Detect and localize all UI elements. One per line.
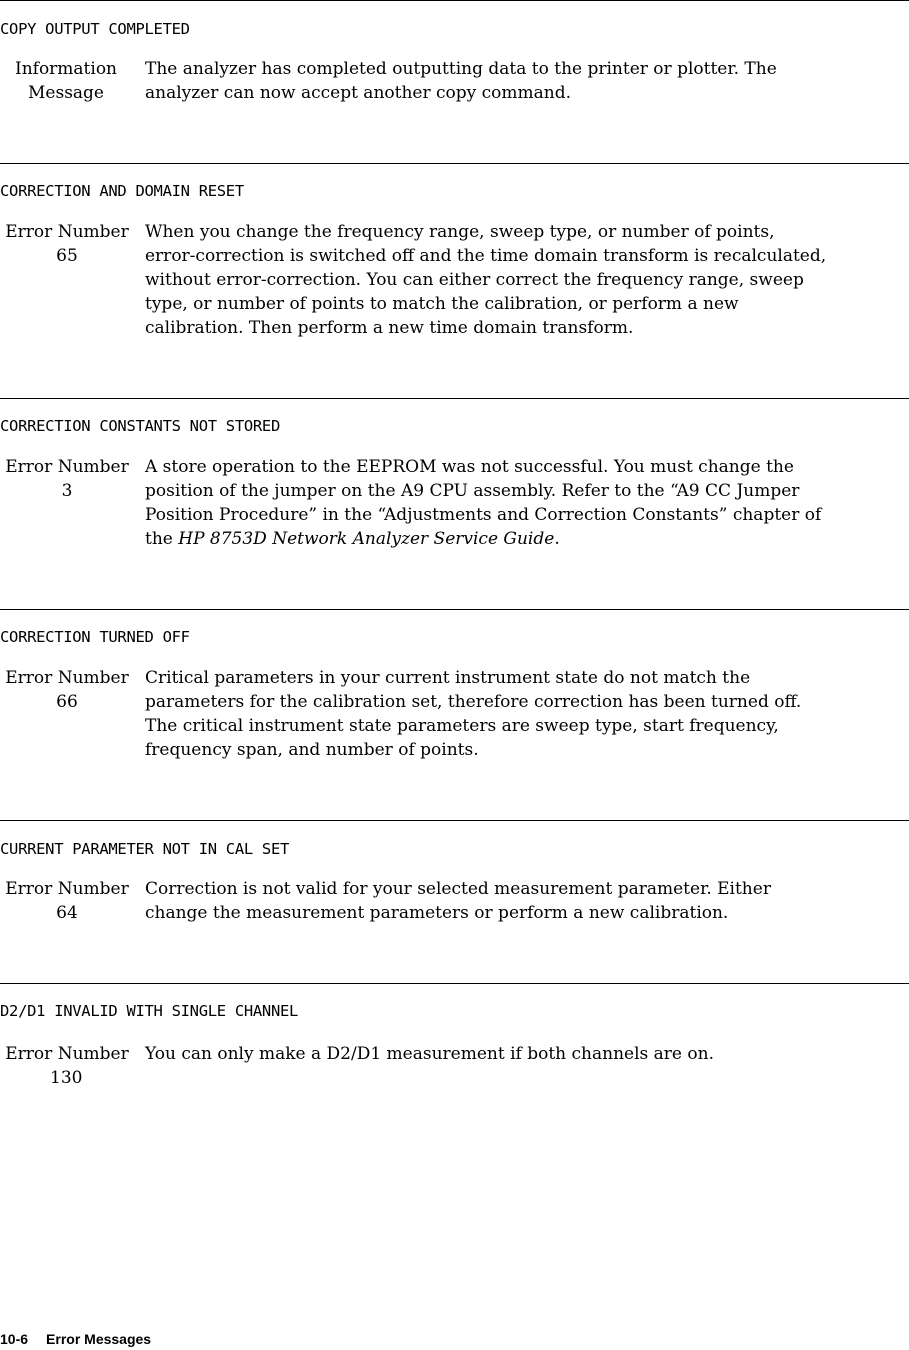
divider — [0, 398, 909, 399]
message-description — [145, 220, 905, 340]
description-line: parameters for the calibration set, therefore correction has been turned off. — [145, 692, 802, 712]
divider — [0, 0, 909, 1]
page-footer — [0, 1331, 151, 1347]
description-line: analyzer can now accept another copy command. — [145, 83, 572, 103]
divider — [0, 820, 909, 821]
text-fragment: the — [145, 529, 179, 549]
chapter-title: Error Messages — [46, 1331, 152, 1347]
message-type-label — [0, 57, 132, 105]
error-number-label — [0, 1042, 134, 1090]
description-line: The analyzer has completed outputting data to the printer or plotter. The — [145, 59, 777, 79]
description-line: error-correction is switched off and the time domain transform is recalculated, — [145, 246, 827, 266]
message-heading: D2/D1 INVALID WITH SINGLE CHANNEL — [0, 1002, 299, 1020]
label-line-1: Information — [14, 59, 118, 79]
message-heading: CURRENT PARAMETER NOT IN CAL SET — [0, 840, 290, 858]
description-line: type, or number of points to match the calibration, or perform a new — [145, 294, 739, 314]
description-line: Correction is not valid for your selected measurement parameter. Either — [145, 879, 771, 899]
description-line: When you change the frequency range, sweep type, or number of points, — [145, 222, 775, 242]
message-heading: COPY OUTPUT COMPLETED — [0, 20, 190, 38]
description-line: The critical instrument state parameters are sweep type, start frequency, — [145, 716, 779, 736]
description-line: frequency span, and number of points. — [145, 740, 479, 760]
message-heading: CORRECTION AND DOMAIN RESET — [0, 182, 244, 200]
description-line: change the measurement parameters or perform a new calibration. — [145, 903, 729, 923]
label-text: Error Number — [5, 668, 129, 688]
message-description — [145, 57, 905, 105]
error-number-label — [0, 220, 134, 268]
description-line: position of the jumper on the A9 CPU assembly. Refer to the “A9 CC Jumper — [145, 481, 800, 501]
label-line-2: Message — [28, 83, 104, 103]
description-line: calibration. Then perform a new time domain transform. — [145, 318, 634, 338]
description-line — [145, 527, 905, 551]
description-line: You can only make a D2/D1 measurement if both channels are on. — [145, 1044, 714, 1064]
label-text: Error Number — [5, 222, 129, 242]
divider — [0, 983, 909, 984]
message-heading: CORRECTION CONSTANTS NOT STORED — [0, 417, 280, 435]
description-line: Position Procedure” in the “Adjustments and Correction Constants” chapter of — [145, 505, 822, 525]
message-description — [145, 877, 905, 925]
error-number: 66 — [56, 692, 78, 712]
message-description — [145, 1042, 905, 1066]
error-number: 64 — [56, 903, 78, 923]
label-text: Error Number — [5, 879, 129, 899]
error-number: 130 — [50, 1068, 83, 1088]
label-text: Error Number — [5, 457, 129, 477]
message-heading: CORRECTION TURNED OFF — [0, 628, 190, 646]
error-number: 65 — [56, 246, 78, 266]
error-number-label — [0, 666, 134, 714]
divider — [0, 609, 909, 610]
text-fragment: . — [554, 529, 560, 549]
description-line: A store operation to the EEPROM was not successful. You must change the — [145, 457, 794, 477]
error-number: 3 — [61, 481, 73, 501]
error-number-label — [0, 455, 134, 503]
description-line: without error-correction. You can either correct the frequency range, sweep — [145, 270, 804, 290]
message-description — [145, 666, 905, 762]
document-title-reference: HP 8753D Network Analyzer Service Guide — [178, 529, 555, 549]
label-text: Error Number — [5, 1044, 129, 1064]
error-number-label — [0, 877, 134, 925]
message-description — [145, 455, 905, 551]
divider — [0, 163, 909, 164]
page-number: 10-6 — [0, 1331, 29, 1347]
description-line: Critical parameters in your current instrument state do not match the — [145, 668, 751, 688]
